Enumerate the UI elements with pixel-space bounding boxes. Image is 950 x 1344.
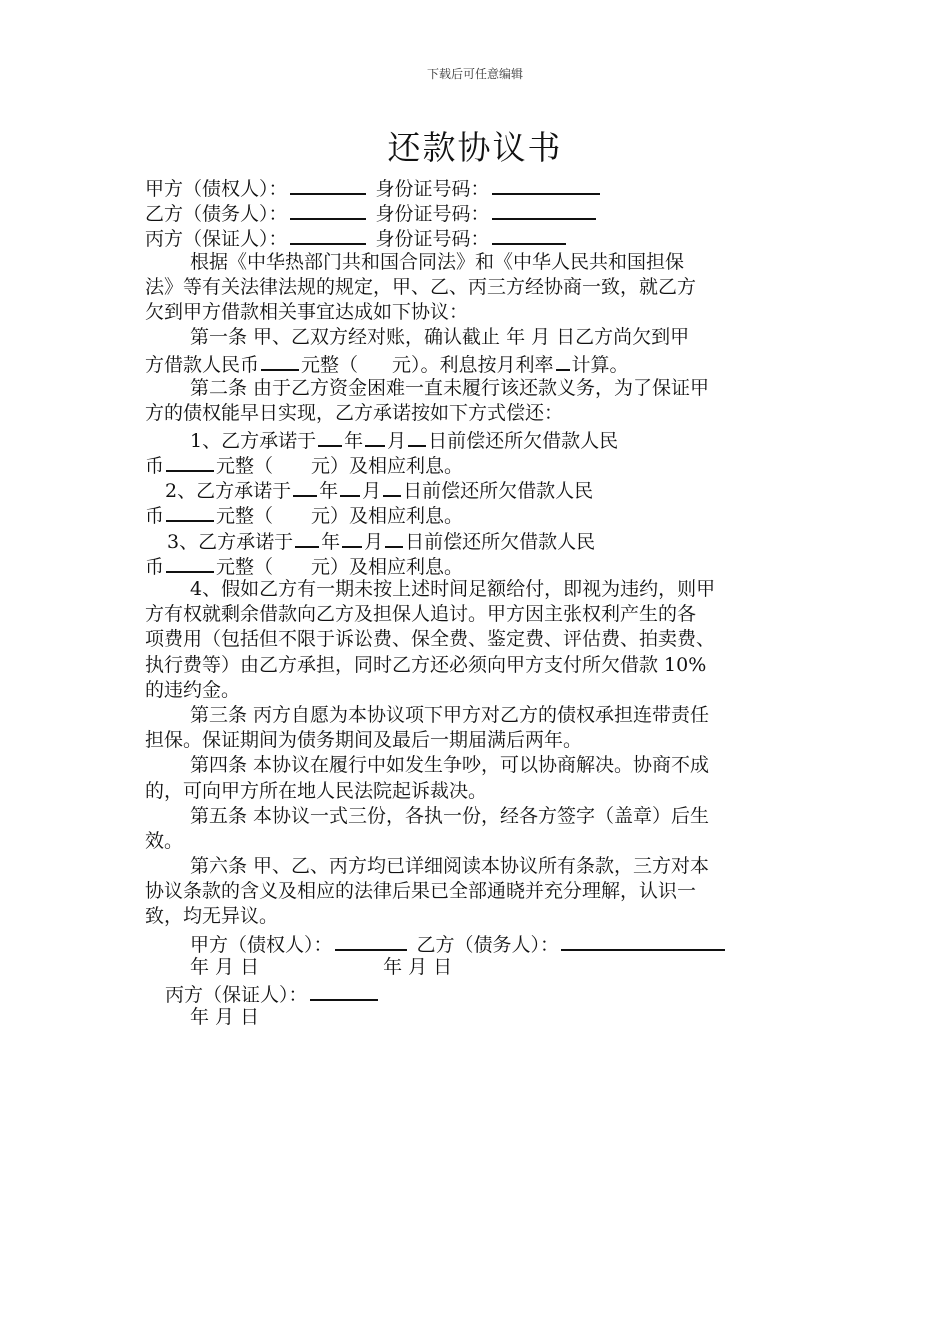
signature-dates-jia-yi xyxy=(145,955,810,980)
article-5-line-1: 第五条 本协议一式三份，各执一份，经各方签字（盖章）后生 xyxy=(190,804,710,827)
default-clause-line-3: 项费用（包括但不限于诉讼费、保全费、鉴定费、评估费、拍卖费、 xyxy=(145,628,716,651)
payment-2-day-blank xyxy=(383,476,401,497)
payment-2-line-2: 币 元整（ 元）及相应利息。 xyxy=(145,501,810,526)
sign-jia-date: 年 月 日 xyxy=(190,955,260,978)
payment-1-day-blank xyxy=(408,426,426,447)
signature-line-bing xyxy=(145,980,810,1005)
article-3-line-2: 担保。保证期间为债务期间及最后一期届满后两年。 xyxy=(145,729,583,752)
party-yi-id-blank xyxy=(492,199,596,220)
interest-rate-blank xyxy=(556,350,570,371)
default-clause-line-1: 4、假如乙方有一期未按上述时间足额给付，即视为违约，则甲 xyxy=(190,578,716,600)
article-6-line-1: 第六条 甲、乙、丙方均已详细阅读本协议所有条款，三方对本 xyxy=(190,855,710,878)
sign-yi-blank xyxy=(561,930,725,951)
party-yi-id-label: 身份证号码： xyxy=(375,203,490,226)
party-bing-line xyxy=(145,224,810,249)
sign-bing-label: 丙方（保证人）： xyxy=(165,984,308,1006)
payment-1-line-2: 币 元整（ 元）及相应利息。 xyxy=(145,451,810,476)
payment-1-amount-blank xyxy=(166,451,214,472)
payment-1-line-1: 1、乙方承诺于 年 月 日前偿还所欠借款人民 xyxy=(145,426,810,451)
default-clause-line-5: 的违约金。 xyxy=(145,678,241,701)
party-jia-name-blank xyxy=(290,174,366,195)
payment-3-amount-blank xyxy=(166,552,214,573)
document-body xyxy=(145,174,810,1030)
sign-jia-blank xyxy=(335,930,407,951)
article-1-line-2: 方借款人民币 元整（ 元）。利息按月利率 计算。 xyxy=(145,350,810,375)
article-1-line-1: 第一条 甲、乙双方经对账，确认截止 年 月 日乙方尚欠到甲 xyxy=(190,326,690,349)
party-yi-line xyxy=(145,199,810,224)
party-bing-id-label: 身份证号码： xyxy=(375,228,490,251)
party-jia-label: 甲方（债权人）： xyxy=(145,178,288,200)
article-5-line-2: 效。 xyxy=(145,829,184,852)
payment-3-month-blank xyxy=(342,527,362,548)
sign-bing-blank xyxy=(310,980,378,1001)
party-jia-line xyxy=(145,174,810,199)
payment-1-month-blank xyxy=(365,426,385,447)
signature-date-bing: 年 月 日 xyxy=(190,1006,260,1029)
party-yi-label: 乙方（债务人）： xyxy=(145,203,288,226)
article-3-line-1: 第三条 丙方自愿为本协议项下甲方对乙方的债权承担连带责任 xyxy=(190,703,710,726)
party-bing-id-blank xyxy=(492,224,566,245)
sign-jia-label: 甲方（债权人）： xyxy=(190,933,333,956)
intro-line-1: 根据《中华热部门共和国合同法》和《中华人民共和国担保 xyxy=(190,250,685,273)
party-jia-id-blank xyxy=(492,174,600,195)
article-4-line-2: 的，可向甲方所在地人民法院起诉裁决。 xyxy=(145,779,488,802)
payment-2-line-1: 2、乙方承诺于 年 月 日前偿还所欠借款人民 xyxy=(145,476,810,501)
article-6-line-2: 协议条款的含义及相应的法律后果已全部通晓并充分理解，认识一 xyxy=(145,880,697,903)
payment-3-line-2: 币 元整（ 元）及相应利息。 xyxy=(145,552,810,577)
page-header: 下载后可任意编辑 xyxy=(426,67,523,81)
document-title: 还款协议书 xyxy=(387,128,563,167)
payment-2-month-blank xyxy=(340,476,360,497)
party-bing-label: 丙方（保证人）： xyxy=(145,228,288,251)
default-clause-line-2: 方有权就剩余借款向乙方及担保人追讨。甲方因主张权利产生的各 xyxy=(145,603,697,626)
party-yi-name-blank xyxy=(290,199,366,220)
signature-line-jia-yi xyxy=(145,930,810,955)
intro-line-3: 欠到甲方借款相关事宜达成如下协议： xyxy=(145,300,469,323)
payment-2-year-blank xyxy=(293,476,317,497)
article-2-line-1: 第二条 由于乙方资金困难一直未履行该还款义务，为了保证甲 xyxy=(190,376,710,399)
payment-3-day-blank xyxy=(385,527,403,548)
party-bing-name-blank xyxy=(290,224,366,245)
payment-2-amount-blank xyxy=(166,501,214,522)
party-jia-id-label: 身份证号码： xyxy=(375,178,490,200)
sign-yi-date: 年 月 日 xyxy=(383,955,453,978)
intro-line-2: 法》等有关法律法规的规定，甲、乙、丙三方经协商一致，就乙方 xyxy=(145,275,697,298)
payment-3-line-1: 3、乙方承诺于 年 月 日前偿还所欠借款人民 xyxy=(145,527,810,552)
payment-1-year-blank xyxy=(318,426,342,447)
payment-3-year-blank xyxy=(295,527,319,548)
default-clause-line-4: 执行费等）由乙方承担，同时乙方还必须向甲方支付所欠借款 10% xyxy=(145,653,707,676)
principal-amount-blank xyxy=(261,350,299,371)
article-4-line-1: 第四条 本协议在履行中如发生争吵，可以协商解决。协商不成 xyxy=(190,754,710,777)
sign-yi-label: 乙方（债务人）： xyxy=(416,933,560,956)
article-2-line-2: 方的债权能早日实现，乙方承诺按如下方式偿还： xyxy=(145,401,564,424)
article-6-line-3: 致，均无异议。 xyxy=(145,905,279,928)
